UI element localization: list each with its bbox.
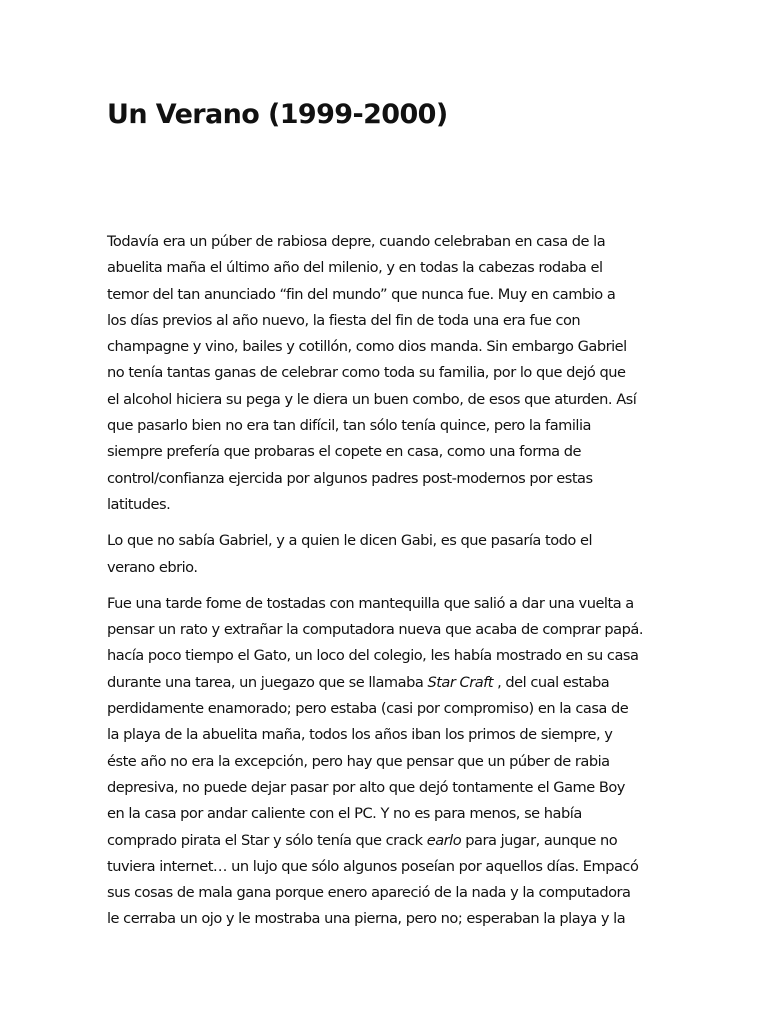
text-line <box>107 413 668 439</box>
text-line <box>107 255 668 281</box>
text-line <box>107 282 668 308</box>
text-line <box>107 528 668 554</box>
text-segment: para jugar, aunque no <box>461 831 618 849</box>
text-line <box>107 308 668 334</box>
text-line <box>107 492 668 518</box>
text-line <box>107 696 668 722</box>
text-segment: los días previos al año nuevo, la fiesta del fin de toda una era fue con <box>107 311 581 329</box>
text-segment: temor del tan anunciado “fin del mundo” que nunca fue. Muy en cambio a <box>107 285 616 303</box>
text-line <box>107 643 668 669</box>
text-line <box>107 880 668 906</box>
text-line <box>107 801 668 827</box>
text-line <box>107 670 668 696</box>
text-segment: tuviera internet… un lujo que sólo algunos poseían por aquellos días. Empacó <box>107 857 639 875</box>
italic-text: Star Craft <box>427 673 493 691</box>
text-line <box>107 906 668 932</box>
text-line <box>107 749 668 775</box>
paragraph <box>107 528 668 581</box>
text-line <box>107 466 668 492</box>
text-segment: depresiva, no puede dejar pasar por alto que dejó tontamente el Game Boy <box>107 778 625 796</box>
text-segment: el alcohol hiciera su pega y le diera un buen combo, de esos que aturden. Así <box>107 390 637 408</box>
text-line <box>107 334 668 360</box>
text-line <box>107 591 668 617</box>
text-segment: la playa de la abuelita maña, todos los años iban los primos de siempre, y <box>107 726 613 744</box>
text-segment: perdidamente enamorado; pero estaba (casi por compromiso) en la casa de <box>107 700 629 718</box>
text-segment: control/confianza ejercida por algunos padres post-modernos por estas <box>107 469 593 487</box>
text-line <box>107 555 668 581</box>
text-line <box>107 775 668 801</box>
text-segment: verano ebrio. <box>107 558 198 576</box>
text-segment: Todavía era un púber de rabiosa depre, cuando celebraban en casa de la <box>107 233 606 250</box>
text-line <box>107 617 668 643</box>
text-segment: le cerraba un ojo y le mostraba una pierna, pero no; esperaban la playa y la <box>107 910 626 928</box>
text-line <box>107 854 668 880</box>
paragraph <box>107 229 668 518</box>
text-segment: abuelita maña el último año del milenio, y en todas la cabezas rodaba el <box>107 259 603 277</box>
text-segment: Lo que no sabía Gabriel, y a quien le dicen Gabi, es que pasaría todo el <box>107 532 592 550</box>
text-segment: pensar un rato y extrañar la computadora nueva que acaba de comprar papá. <box>107 621 643 639</box>
text-segment: durante una tarea, un juegazo que se llamaba <box>107 673 428 691</box>
text-line <box>107 828 668 854</box>
text-segment: sus cosas de mala gana porque enero apareció de la nada y la computadora <box>107 884 631 902</box>
text-segment: que pasarlo bien no era tan difícil, tan sólo tenía quince, pero la familia <box>107 417 591 435</box>
text-segment: éste año no era la excepción, pero hay que pensar que un púber de rabia <box>107 752 610 770</box>
text-segment: , del cual estaba <box>493 673 610 691</box>
text-segment: hacía poco tiempo el Gato, un loco del colegio, les había mostrado en su casa <box>107 647 639 665</box>
text-segment: en la casa por andar caliente con el PC. Y no es para menos, se había <box>107 805 582 823</box>
paragraph <box>107 591 668 933</box>
text-line <box>107 387 668 413</box>
text-segment: siempre prefería que probaras el copete en casa, como una forma de <box>107 443 582 461</box>
text-line <box>107 439 668 465</box>
text-segment: champagne y vino, bailes y cotillón, como dios manda. Sin embargo Gabriel <box>107 338 627 356</box>
text-segment: latitudes. <box>107 495 171 513</box>
text-line <box>107 360 668 386</box>
text-line <box>107 722 668 748</box>
text-segment: no tenía tantas ganas de celebrar como toda su familia, por lo que dejó que <box>107 364 626 382</box>
document-title: Un Verano (1999-2000) <box>107 99 448 130</box>
text-line <box>107 229 668 255</box>
text-segment: comprado pirata el Star y sólo tenía que crack <box>107 831 427 849</box>
italic-text: earlo <box>426 831 462 849</box>
document-body <box>107 229 668 933</box>
text-segment: Fue una tarde fome de tostadas con mantequilla que salió a dar una vuelta a <box>107 594 634 612</box>
